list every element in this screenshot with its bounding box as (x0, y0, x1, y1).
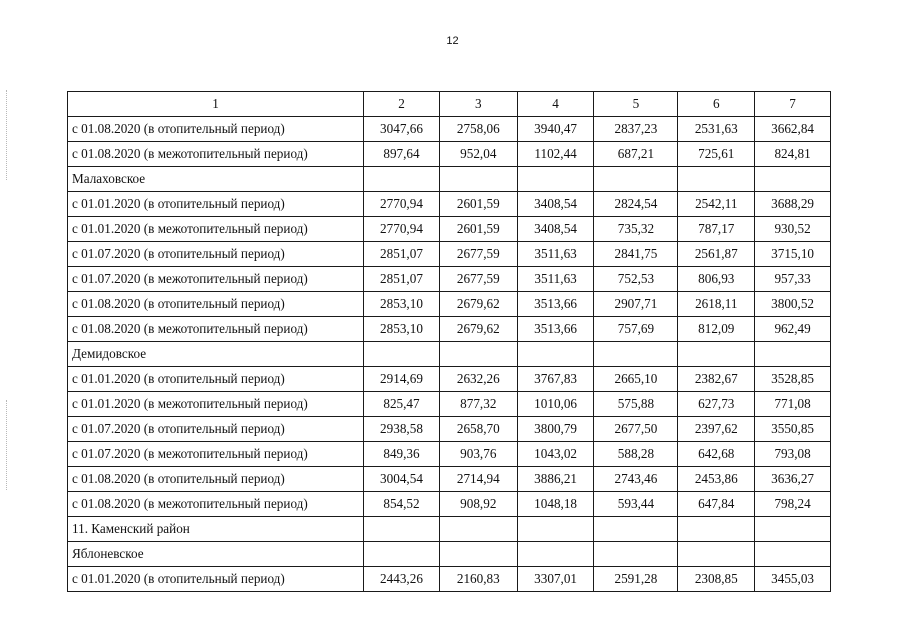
table-cell: 908,92 (439, 492, 517, 517)
table-cell (678, 167, 755, 192)
table-cell: 2743,46 (594, 467, 678, 492)
table-cell (755, 342, 831, 367)
table-cell: 824,81 (755, 142, 831, 167)
table-cell: 3550,85 (755, 417, 831, 442)
table-cell (364, 517, 440, 542)
table-cell (517, 517, 594, 542)
table-cell: 1010,06 (517, 392, 594, 417)
table-cell (755, 167, 831, 192)
row-label: с 01.08.2020 (в отопительный период) (68, 117, 364, 142)
table-cell (594, 517, 678, 542)
table-row (68, 242, 831, 267)
row-label: с 01.01.2020 (в отопительный период) (68, 192, 364, 217)
table-cell: 2770,94 (364, 192, 440, 217)
table-row (68, 517, 831, 542)
table-cell (755, 517, 831, 542)
table-cell: 2308,85 (678, 567, 755, 592)
column-header: 7 (755, 92, 831, 117)
table-cell: 2160,83 (439, 567, 517, 592)
table-cell: 2397,62 (678, 417, 755, 442)
table-cell: 2714,94 (439, 467, 517, 492)
table-cell: 2632,26 (439, 367, 517, 392)
table-cell: 2531,63 (678, 117, 755, 142)
table-cell: 725,61 (678, 142, 755, 167)
table-cell: 3528,85 (755, 367, 831, 392)
table-row (68, 542, 831, 567)
table-cell: 3886,21 (517, 467, 594, 492)
table-cell: 757,69 (594, 317, 678, 342)
table-cell: 3511,63 (517, 267, 594, 292)
table-cell: 2851,07 (364, 242, 440, 267)
table-cell: 3513,66 (517, 292, 594, 317)
table-cell: 2853,10 (364, 317, 440, 342)
table-cell: 2758,06 (439, 117, 517, 142)
table-cell: 2679,62 (439, 292, 517, 317)
column-header: 4 (517, 92, 594, 117)
table-row (68, 317, 831, 342)
column-header: 5 (594, 92, 678, 117)
table-cell: 3636,27 (755, 467, 831, 492)
table-row (68, 342, 831, 367)
table-cell (678, 542, 755, 567)
table-cell: 2677,59 (439, 242, 517, 267)
table-cell: 2824,54 (594, 192, 678, 217)
table-cell: 3047,66 (364, 117, 440, 142)
table-cell: 687,21 (594, 142, 678, 167)
table-cell: 2591,28 (594, 567, 678, 592)
tariff-table-body (68, 92, 831, 592)
scan-margin-mark (6, 90, 8, 180)
table-cell (439, 542, 517, 567)
table-cell: 2837,23 (594, 117, 678, 142)
table-cell (439, 517, 517, 542)
table-cell: 3767,83 (517, 367, 594, 392)
table-cell (517, 342, 594, 367)
table-row (68, 567, 831, 592)
table-cell: 1048,18 (517, 492, 594, 517)
table-row (68, 192, 831, 217)
table-cell: 897,64 (364, 142, 440, 167)
row-label: с 01.07.2020 (в отопительный период) (68, 417, 364, 442)
table-cell: 957,33 (755, 267, 831, 292)
row-label: с 01.08.2020 (в межотопительный период) (68, 142, 364, 167)
table-cell: 2938,58 (364, 417, 440, 442)
page-number: 12 (446, 35, 459, 47)
table-cell: 2601,59 (439, 217, 517, 242)
table-cell: 903,76 (439, 442, 517, 467)
table-row (68, 117, 831, 142)
tariff-table (67, 91, 831, 592)
table-row (68, 367, 831, 392)
table-cell: 575,88 (594, 392, 678, 417)
table-cell: 642,68 (678, 442, 755, 467)
table-cell: 2770,94 (364, 217, 440, 242)
column-header: 2 (364, 92, 440, 117)
table-cell: 2561,87 (678, 242, 755, 267)
table-cell (364, 342, 440, 367)
table-cell: 627,73 (678, 392, 755, 417)
table-cell (439, 167, 517, 192)
table-cell: 798,24 (755, 492, 831, 517)
header-row (68, 92, 831, 117)
table-cell: 593,44 (594, 492, 678, 517)
table-cell: 3408,54 (517, 192, 594, 217)
table-cell: 3940,47 (517, 117, 594, 142)
table-cell: 3307,01 (517, 567, 594, 592)
table-row (68, 142, 831, 167)
table-cell: 2443,26 (364, 567, 440, 592)
row-label: с 01.07.2020 (в межотопительный период) (68, 267, 364, 292)
table-cell: 849,36 (364, 442, 440, 467)
table-cell: 3800,79 (517, 417, 594, 442)
table-row (68, 492, 831, 517)
row-label: с 01.01.2020 (в отопительный период) (68, 367, 364, 392)
table-cell: 793,08 (755, 442, 831, 467)
table-cell: 962,49 (755, 317, 831, 342)
table-cell: 3511,63 (517, 242, 594, 267)
table-cell: 3800,52 (755, 292, 831, 317)
table-cell: 2679,62 (439, 317, 517, 342)
table-cell (364, 167, 440, 192)
table-cell: 2841,75 (594, 242, 678, 267)
table-cell: 787,17 (678, 217, 755, 242)
table-cell: 1102,44 (517, 142, 594, 167)
table-cell: 877,32 (439, 392, 517, 417)
table-row (68, 467, 831, 492)
table-cell: 588,28 (594, 442, 678, 467)
row-label: с 01.01.2020 (в межотопительный период) (68, 392, 364, 417)
table-cell (594, 542, 678, 567)
table-row (68, 167, 831, 192)
table-row (68, 392, 831, 417)
table-cell: 3715,10 (755, 242, 831, 267)
table-cell (678, 517, 755, 542)
table-cell: 647,84 (678, 492, 755, 517)
scan-margin-mark (6, 400, 8, 490)
table-row (68, 217, 831, 242)
row-label: с 01.08.2020 (в межотопительный период) (68, 317, 364, 342)
table-cell: 2601,59 (439, 192, 517, 217)
table-cell: 2853,10 (364, 292, 440, 317)
table-cell: 806,93 (678, 267, 755, 292)
table-cell: 812,09 (678, 317, 755, 342)
column-header: 3 (439, 92, 517, 117)
table-cell: 3455,03 (755, 567, 831, 592)
table-cell: 3688,29 (755, 192, 831, 217)
table-cell: 2677,59 (439, 267, 517, 292)
table-cell: 1043,02 (517, 442, 594, 467)
table-cell: 2907,71 (594, 292, 678, 317)
table-cell: 2914,69 (364, 367, 440, 392)
row-label: с 01.08.2020 (в отопительный период) (68, 467, 364, 492)
column-header: 1 (68, 92, 364, 117)
column-header: 6 (678, 92, 755, 117)
row-label: с 01.07.2020 (в межотопительный период) (68, 442, 364, 467)
row-label: Малаховское (68, 167, 364, 192)
table-cell: 3408,54 (517, 217, 594, 242)
table-cell: 752,53 (594, 267, 678, 292)
row-label: Яблоневское (68, 542, 364, 567)
table-cell: 2382,67 (678, 367, 755, 392)
row-label: с 01.01.2020 (в межотопительный период) (68, 217, 364, 242)
table-cell: 2453,86 (678, 467, 755, 492)
table-cell (517, 542, 594, 567)
table-cell: 854,52 (364, 492, 440, 517)
table-cell: 2665,10 (594, 367, 678, 392)
table-cell (364, 542, 440, 567)
row-label: 11. Каменский район (68, 517, 364, 542)
table-cell: 2677,50 (594, 417, 678, 442)
table-cell (755, 542, 831, 567)
row-label: с 01.08.2020 (в отопительный период) (68, 292, 364, 317)
table-cell (594, 342, 678, 367)
table-cell: 3004,54 (364, 467, 440, 492)
table-cell: 2618,11 (678, 292, 755, 317)
table-row (68, 267, 831, 292)
table-cell (678, 342, 755, 367)
table-row (68, 292, 831, 317)
table-cell: 825,47 (364, 392, 440, 417)
row-label: с 01.08.2020 (в межотопительный период) (68, 492, 364, 517)
row-label: Демидовское (68, 342, 364, 367)
table-cell (439, 342, 517, 367)
row-label: с 01.07.2020 (в отопительный период) (68, 242, 364, 267)
table-cell: 3662,84 (755, 117, 831, 142)
table-row (68, 442, 831, 467)
table-row (68, 417, 831, 442)
row-label: с 01.01.2020 (в отопительный период) (68, 567, 364, 592)
table-cell: 735,32 (594, 217, 678, 242)
table-cell: 952,04 (439, 142, 517, 167)
table-cell (594, 167, 678, 192)
table-cell: 2851,07 (364, 267, 440, 292)
table-cell: 930,52 (755, 217, 831, 242)
table-cell: 2542,11 (678, 192, 755, 217)
table-cell (517, 167, 594, 192)
table-cell: 3513,66 (517, 317, 594, 342)
table-cell: 2658,70 (439, 417, 517, 442)
table-cell: 771,08 (755, 392, 831, 417)
